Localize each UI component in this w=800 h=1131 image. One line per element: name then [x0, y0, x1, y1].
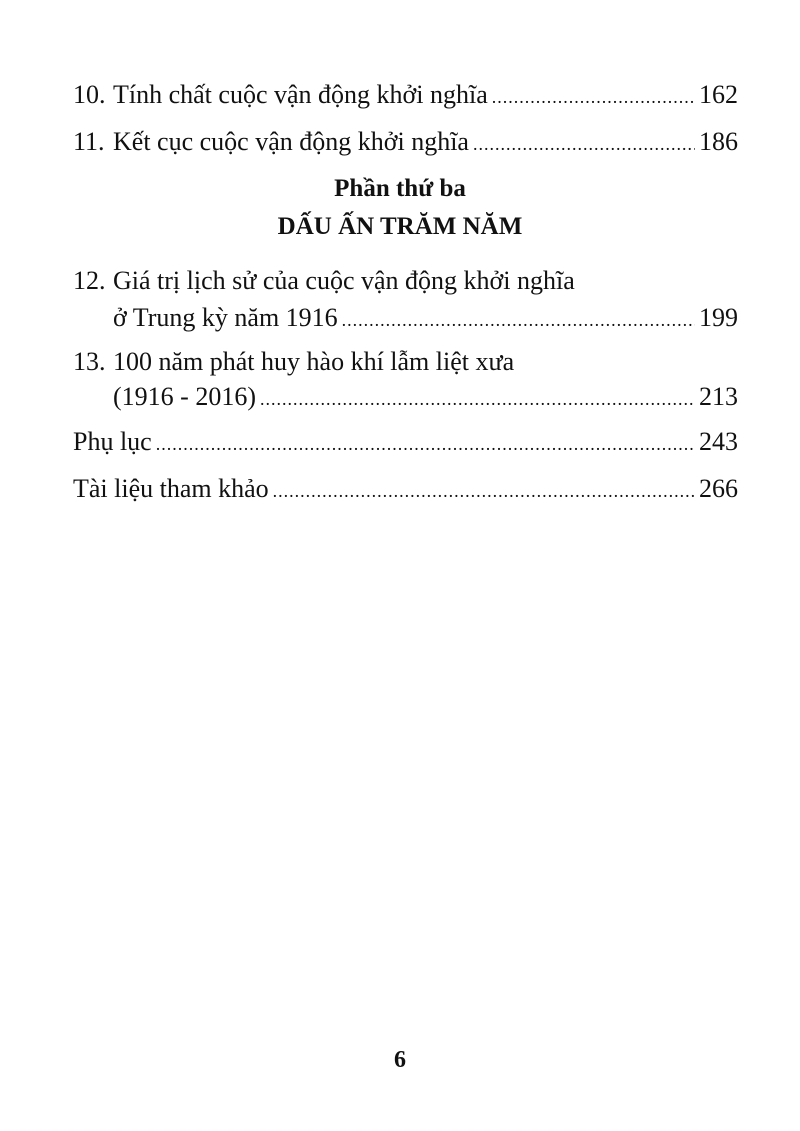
page-number: 6 [394, 1047, 406, 1073]
entry-title: Phụ lục [73, 427, 152, 456]
entry-title: 100 năm phát huy hào khí lẫm liệt xưa [113, 347, 515, 376]
entry-title: Kết cục cuộc vận động khởi nghĩa [113, 127, 469, 156]
dot-leader [156, 429, 695, 459]
part-title: DẤU ẤN TRĂM NĂM [277, 213, 523, 240]
dot-leader [342, 305, 695, 335]
dot-leader [492, 82, 695, 112]
entry-number: 11. [73, 127, 105, 156]
toc-entry-11 [73, 127, 738, 159]
entry-page: 162 [699, 80, 738, 109]
toc-entry-references [73, 474, 738, 506]
dot-leader [260, 384, 695, 414]
toc-entry-appendix [73, 427, 738, 459]
toc-entry-13-line1 [73, 347, 738, 377]
entry-page: 199 [699, 303, 738, 332]
entry-title-continued: (1916 - 2016) [113, 382, 256, 411]
part-label: Phần thứ ba [334, 175, 466, 202]
entry-title: Giá trị lịch sử của cuộc vận động khởi nghĩa [113, 266, 575, 295]
entry-page: 266 [699, 474, 738, 503]
toc-entry-13-line2 [113, 382, 738, 414]
toc-entry-12-line1 [73, 266, 738, 296]
entry-title-continued: ở Trung kỳ năm 1916 [113, 303, 338, 332]
toc-entry-10 [73, 80, 738, 112]
dot-leader [273, 476, 695, 506]
entry-page: 213 [699, 382, 738, 411]
entry-page: 186 [699, 127, 738, 156]
entry-title: Tính chất cuộc vận động khởi nghĩa [113, 80, 488, 109]
toc-entry-12-line2 [113, 303, 738, 335]
entry-number: 10. [73, 80, 106, 109]
entry-number: 13. [73, 347, 106, 376]
dot-leader [473, 129, 695, 159]
entry-number: 12. [73, 266, 106, 295]
entry-page: 243 [699, 427, 738, 456]
entry-title: Tài liệu tham khảo [73, 474, 269, 503]
